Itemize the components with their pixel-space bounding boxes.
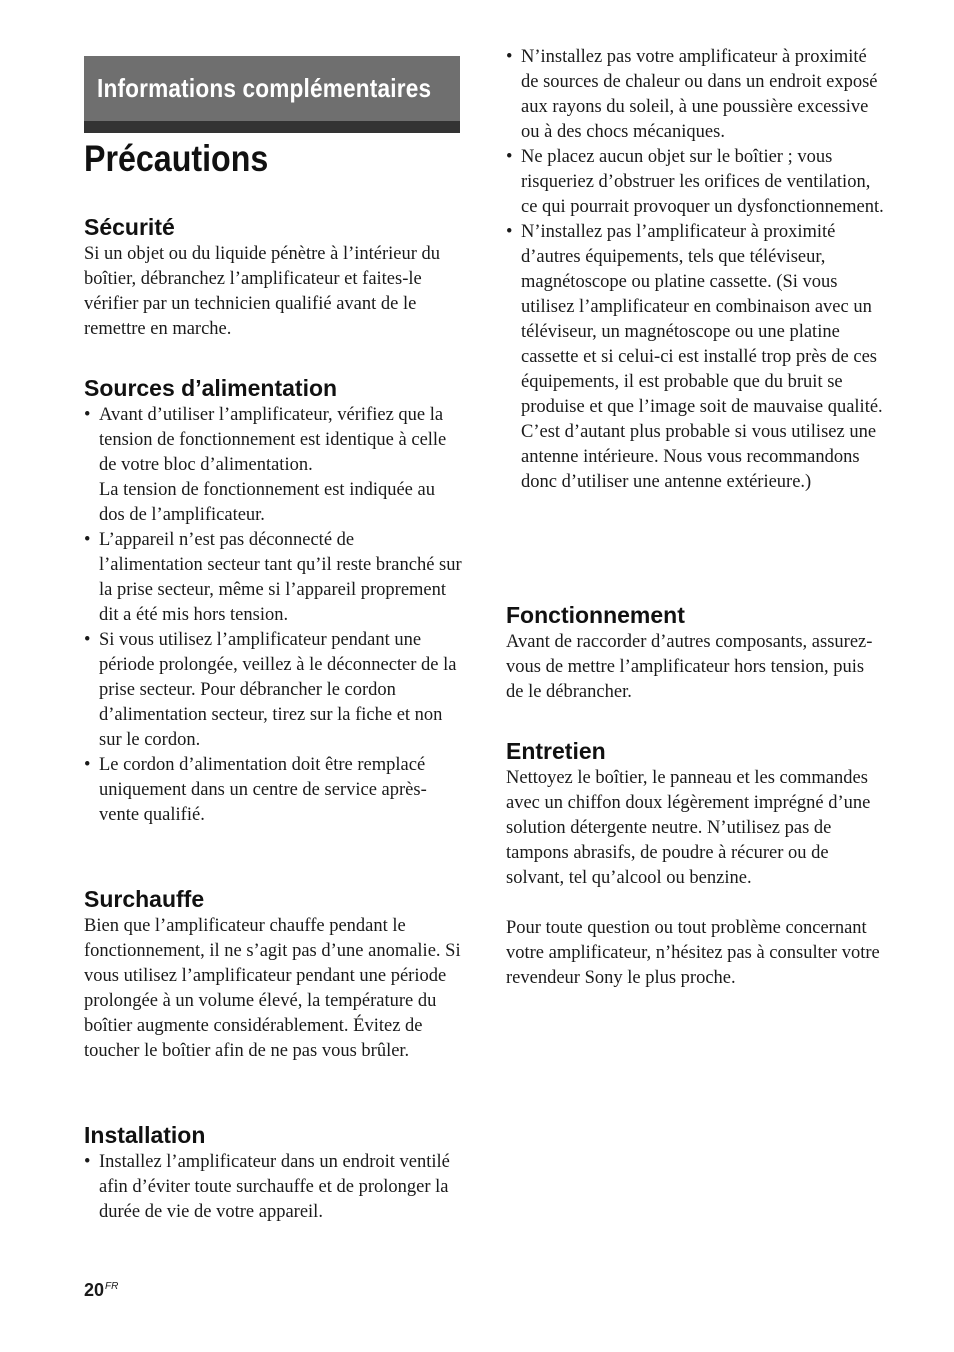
banner-label: Informations complémentaires — [97, 73, 432, 103]
section-fonctionnement — [506, 600, 886, 705]
bullet-icon: • — [84, 1152, 91, 1172]
banner-bar — [84, 56, 460, 121]
list-installation-continued — [506, 45, 886, 495]
list-item — [506, 45, 886, 145]
text-surchauffe: Bien que l’amplificateur chauffe pendant le fonctionnement, il ne s’agit pas d’une anomalie. Si vous utilisez l’amplificateur pendant une période prolongée à un volume élevé, la température du boîtier augmente considérablement. Évitez de toucher le boîtier afin de ne pas vous brûler. — [84, 916, 461, 1061]
banner-rule — [84, 121, 460, 133]
section-surchauffe — [84, 884, 462, 1064]
page-title: Précautions — [84, 138, 269, 179]
section-banner — [84, 56, 460, 133]
list-item — [506, 145, 886, 220]
list-item-text: Installez l’amplificateur dans un endroit ventilé afin d’éviter toute surchauffe et de prolonger la durée de vie de votre appareil. — [99, 1152, 450, 1222]
heading-sources-alimentation: Sources d’alimentation — [84, 375, 338, 401]
text-entretien: Nettoyez le boîtier, le panneau et les commandes avec un chiffon doux légèrement imprégné d’une solution détergente neutre. N’utilisez pas de tampons abrasifs, de poudre à récurer ou de solvant, tel qu’alcool ou benzine. — [506, 768, 871, 888]
list-sources-alimentation — [84, 403, 462, 828]
list-item-continuation: La tension de fonctionnement est indiquée au dos de l’amplificateur. — [99, 480, 435, 525]
bullet-icon: • — [506, 222, 513, 242]
heading-fonctionnement: Fonctionnement — [506, 602, 685, 628]
heading-surchauffe: Surchauffe — [84, 886, 205, 912]
section-sources-alimentation — [84, 373, 462, 828]
list-item — [84, 1150, 462, 1225]
text-securite: Si un objet ou du liquide pénètre à l’intérieur du boîtier, débranchez l’amplificateur et faites-le vérifier par un technicien qualifié avant de le remettre en marche. — [84, 244, 441, 339]
list-item — [84, 628, 462, 753]
list-item-text: Avant d’utiliser l’amplificateur, vérifiez que la tension de fonctionnement est identique à celle de votre bloc d’alimentation. — [99, 405, 447, 475]
list-item — [506, 220, 886, 495]
list-item-text: Le cordon d’alimentation doit être remplacé uniquement dans un centre de service après-vente qualifié. — [99, 755, 427, 825]
list-item-text: N’installez pas votre amplificateur à proximité de sources de chaleur ou dans un endroit exposé aux rayons du soleil, à une poussière excessive ou à des chocs mécaniques. — [521, 47, 878, 142]
list-item-text: N’installez pas l’amplificateur à proximité d’autres équipements, tels que téléviseur, magnétoscope ou platine cassette. (Si vous utilisez l’amplificateur en combinaison avec un téléviseur, un magnétoscope ou une platine cassette et si celui-ci est installé trop près de ces équipements, il est probable que du bruit se produise et que l’image soit de mauvaise qualité. C’est d’autant plus probable si vous utilisez une antenne intérieure. Nous vous recommandons donc d’utiliser une antenne extérieure.) — [521, 222, 883, 492]
list-item — [84, 403, 462, 528]
text-entretien-contact: Pour toute question ou tout problème concernant votre amplificateur, n’hésitez pas à consulter votre revendeur Sony le plus proche. — [506, 918, 880, 988]
list-item-text: Si vous utilisez l’amplificateur pendant une période prolongée, veillez à le déconnecter de la prise secteur. Pour débrancher le cordon d’alimentation secteur, tirez sur la fiche et non sur le cordon. — [99, 630, 457, 750]
bullet-icon: • — [84, 755, 91, 775]
list-item-text: L’appareil n’est pas déconnecté de l’alimentation secteur tant qu’il reste branché sur la prise secteur, même si l’appareil proprement dit a été mis hors tension. — [99, 530, 462, 625]
list-item — [84, 528, 462, 628]
heading-installation: Installation — [84, 1122, 206, 1148]
bullet-icon: • — [84, 630, 91, 650]
heading-entretien: Entretien — [506, 738, 606, 764]
bullet-icon: • — [84, 530, 91, 550]
bullet-icon: • — [84, 405, 91, 425]
bullet-icon: • — [506, 47, 513, 67]
section-entretien — [506, 736, 886, 991]
section-installation — [84, 1120, 462, 1225]
section-securite — [84, 212, 462, 342]
page-number-value: 20 — [84, 1280, 105, 1300]
bullet-icon: • — [506, 147, 513, 167]
list-item-text: Ne placez aucun objet sur le boîtier ; vous risqueriez d’obstruer les orifices de ventilation, ce qui pourrait provoquer un dysfonctionnement. — [521, 147, 884, 217]
text-fonctionnement: Avant de raccorder d’autres composants, assurez-vous de mettre l’amplificateur hors tension, puis de le débrancher. — [506, 632, 873, 702]
heading-securite: Sécurité — [84, 214, 175, 240]
list-installation — [84, 1150, 462, 1225]
page-number — [84, 1280, 118, 1301]
installation-continued — [506, 45, 886, 495]
list-item — [84, 753, 462, 828]
page-lang: FR — [105, 1281, 119, 1292]
